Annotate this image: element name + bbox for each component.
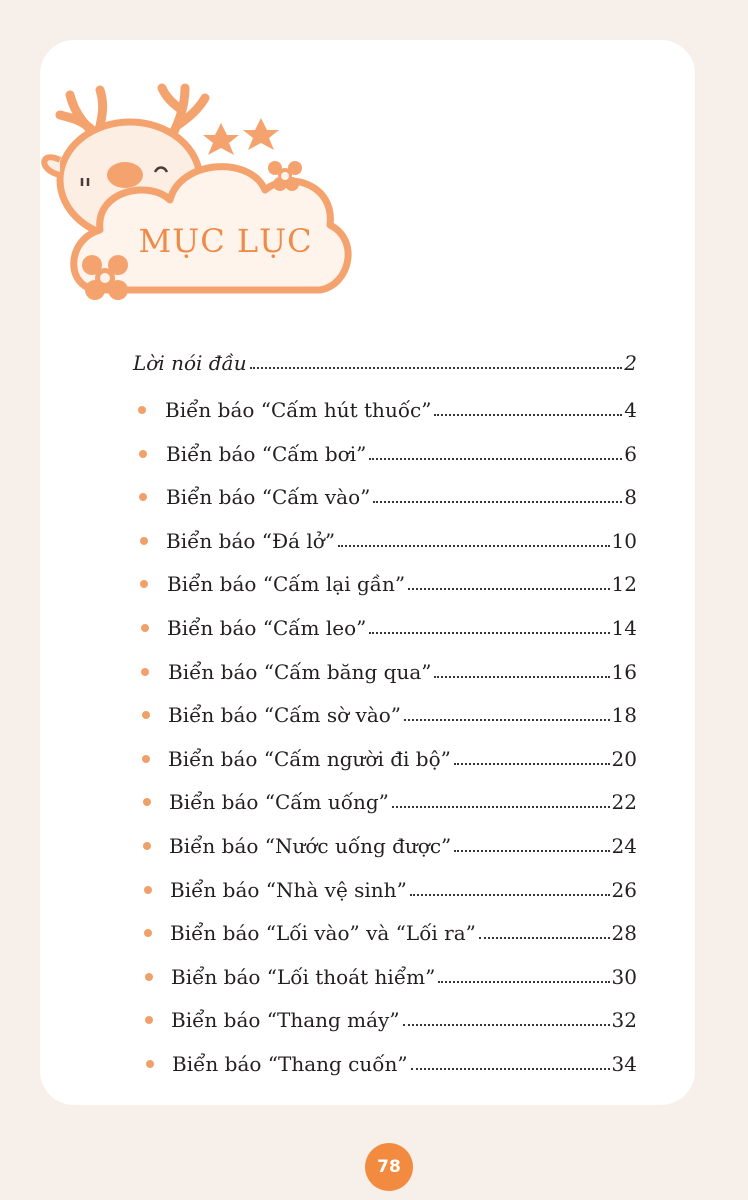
entry-title: Biển báo “Thang máy” xyxy=(171,1008,400,1033)
dot-leader xyxy=(408,587,609,590)
dot-leader xyxy=(454,849,609,852)
preface-entry xyxy=(133,345,637,375)
entry-title: Biển báo “Cấm hút thuốc” xyxy=(165,398,432,422)
dot-leader xyxy=(403,1023,610,1026)
dot-leader xyxy=(434,675,609,678)
dot-bullet-icon xyxy=(145,973,153,981)
dot-bullet-icon xyxy=(140,580,148,588)
toc-entry xyxy=(165,392,637,422)
entry-page-number: 18 xyxy=(611,703,637,728)
entry-page-number: 28 xyxy=(611,921,637,946)
toc-entry xyxy=(171,1002,637,1032)
dot-leader xyxy=(411,1067,610,1070)
dot-bullet-icon xyxy=(141,668,149,676)
entry-title: Biển báo “Cấm leo” xyxy=(167,616,367,640)
dot-bullet-icon xyxy=(139,493,147,501)
entry-page-number: 34 xyxy=(611,1052,637,1076)
entry-title: Biển báo “Lối thoát hiểm” xyxy=(171,964,436,989)
entry-title: Biển báo “Cấm sờ vào” xyxy=(168,703,402,728)
dot-bullet-icon xyxy=(140,537,148,545)
entry-page-number: 16 xyxy=(611,659,637,684)
dot-bullet-icon xyxy=(145,1016,153,1024)
entry-page-number: 20 xyxy=(611,746,637,771)
page-title: MỤC LỤC xyxy=(138,222,313,260)
entry-page-number: 8 xyxy=(624,485,637,510)
entry-page-number: 24 xyxy=(611,834,637,858)
entry-page-number: 6 xyxy=(624,441,637,466)
dot-leader xyxy=(338,544,609,547)
entry-title: Biển báo “Cấm uống” xyxy=(169,790,389,815)
toc-entry xyxy=(167,566,637,596)
dot-bullet-icon xyxy=(144,929,152,937)
entry-page-number: 10 xyxy=(611,528,637,553)
entry-title: Biển báo “Cấm người đi bộ” xyxy=(168,746,451,771)
dot-leader xyxy=(369,457,622,460)
entry-title: Biển báo “Thang cuốn” xyxy=(172,1052,408,1076)
entry-page-number: 26 xyxy=(611,877,637,902)
toc-entry xyxy=(172,1046,637,1076)
toc-entry xyxy=(169,828,637,858)
dot-leader xyxy=(404,718,610,721)
dot-leader xyxy=(392,805,610,808)
toc-entry xyxy=(168,654,637,684)
dot-bullet-icon xyxy=(143,798,151,806)
toc-entry xyxy=(170,872,637,902)
dot-bullet-icon xyxy=(144,886,152,894)
page-number-badge: 78 xyxy=(365,1143,413,1191)
dot-leader xyxy=(373,500,622,503)
entry-title: Biển báo “Nước uống được” xyxy=(169,834,452,858)
dot-leader xyxy=(410,893,610,896)
toc-entry xyxy=(171,959,637,989)
dot-bullet-icon xyxy=(143,842,151,850)
entry-title: Biển báo “Nhà vệ sinh” xyxy=(170,877,407,902)
entry-title: Biển báo “Cấm bơi” xyxy=(166,441,367,466)
entry-page-number: 12 xyxy=(611,572,637,597)
toc-entry xyxy=(166,436,637,466)
entry-page-number: 30 xyxy=(611,964,637,989)
dot-bullet-icon xyxy=(146,1060,154,1068)
entry-page-number: 14 xyxy=(611,616,637,640)
dot-leader xyxy=(434,413,622,416)
toc-entry xyxy=(166,523,637,553)
entry-title: Biển báo “Đá lở” xyxy=(166,528,336,553)
dot-leader xyxy=(438,980,609,983)
entry-title: Biển báo “Cấm băng qua” xyxy=(168,659,432,684)
toc-entry xyxy=(167,610,637,640)
entry-title: Lời nói đầu xyxy=(133,351,247,375)
entry-title: Biển báo “Cấm vào” xyxy=(166,485,371,510)
toc-entry xyxy=(166,479,637,509)
dot-bullet-icon xyxy=(138,406,146,414)
dot-leader xyxy=(369,631,609,634)
entry-title: Biển báo “Cấm lại gần” xyxy=(167,572,406,597)
toc-entry xyxy=(168,741,637,771)
entry-page-number: 22 xyxy=(611,790,637,815)
dot-leader xyxy=(454,762,610,765)
dot-bullet-icon xyxy=(139,450,147,458)
dot-leader xyxy=(479,936,610,939)
dot-leader xyxy=(250,366,623,369)
toc-entry xyxy=(169,784,637,814)
toc-entry xyxy=(168,697,637,727)
dot-bullet-icon xyxy=(142,755,150,763)
entry-page-number: 4 xyxy=(624,398,637,422)
toc-entry xyxy=(170,915,637,945)
entry-page-number: 2 xyxy=(624,351,637,375)
dot-bullet-icon xyxy=(141,624,149,632)
dot-bullet-icon xyxy=(142,711,150,719)
entry-page-number: 32 xyxy=(611,1008,637,1033)
entry-title: Biển báo “Lối vào” và “Lối ra” xyxy=(170,921,476,946)
